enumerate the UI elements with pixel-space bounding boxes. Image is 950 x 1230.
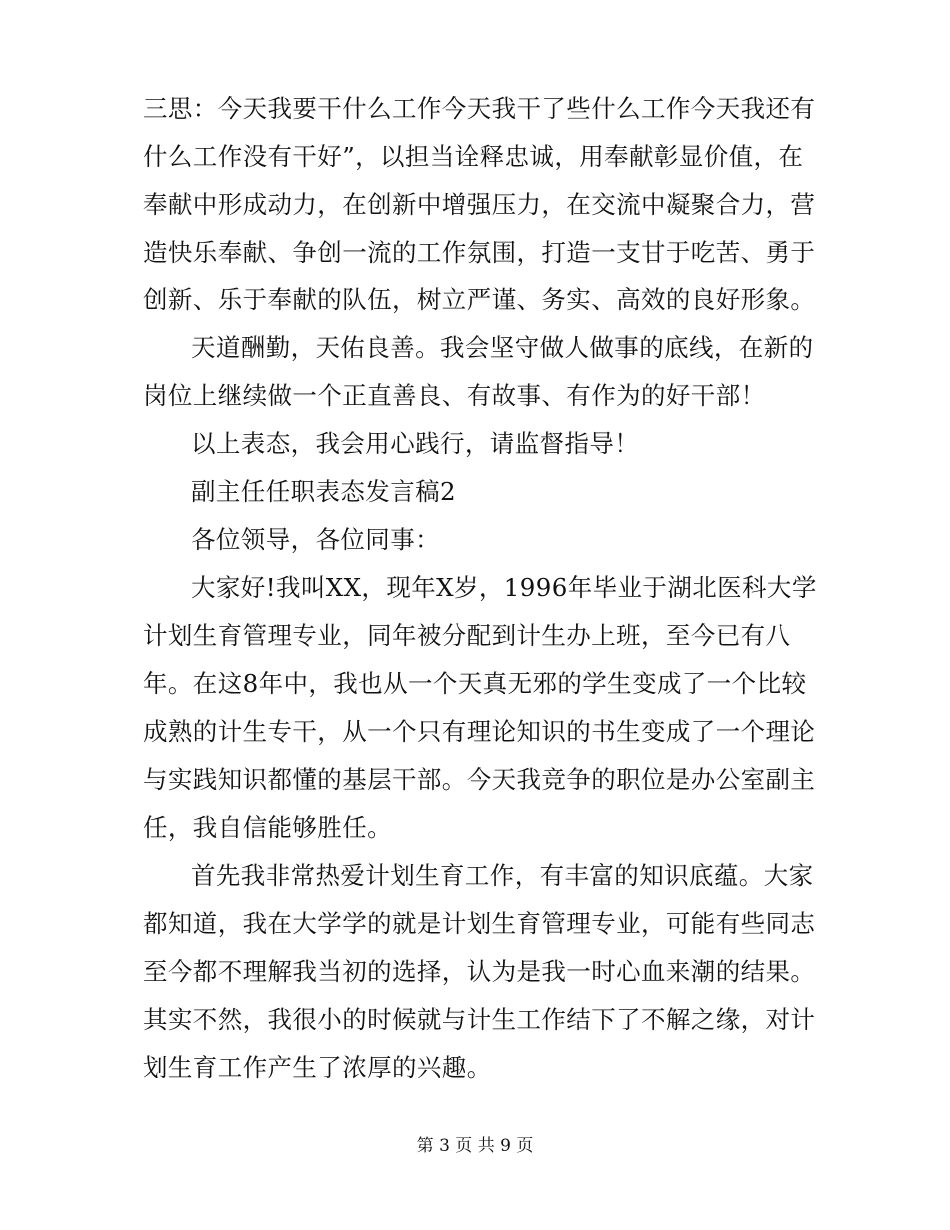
- paragraph-first-line: 天道酬勤，天佑良善。我会坚守做人做事的底线，在新的: [191, 333, 814, 362]
- text-line: 三思：今天我要干什么工作今天我干了些什么工作今天我还有: [143, 94, 816, 123]
- page-number-footer: 第 3 页 共 9 页: [416, 1136, 534, 1156]
- paragraph-first-line: 以上表态，我会用心践行，请监督指导！: [191, 429, 640, 458]
- text-line: 任，我自信能够胜任。: [143, 813, 392, 842]
- text-line: 计划生育管理专业，同年被分配到计生办上班，至今已有八: [143, 621, 791, 650]
- text-line: 造快乐奉献、争创一流的工作氛围，打造一支甘于吃苦、勇于: [143, 238, 816, 267]
- text-line: 划生育工作产生了浓厚的兴趣。: [143, 1053, 492, 1082]
- text-line: 年。在这8年中，我也从一个天真无邪的学生变成了一个比较: [143, 669, 807, 698]
- text-line: 创新、乐于奉献的队伍，树立严谨、务实、高效的良好形象。: [143, 285, 816, 314]
- paragraph-first-line: 首先我非常热爱计划生育工作，有丰富的知识底蕴。大家: [191, 861, 814, 890]
- text-line: 什么工作没有干好”，以担当诠释忠诚，用奉献彰显价值，在: [143, 142, 804, 171]
- text-line: 奉献中形成动力，在创新中增强压力，在交流中凝聚合力，营: [143, 190, 816, 219]
- section-title: 副主任任职表态发言稿2: [191, 477, 456, 506]
- text-line: 都知道，我在大学学的就是计划生育管理专业，可能有些同志: [143, 909, 816, 938]
- text-line: 岗位上继续做一个正直善良、有故事、有作为的好干部！: [143, 381, 766, 410]
- text-line: 与实践知识都懂的基层干部。今天我竞争的职位是办公室副主: [143, 765, 816, 794]
- text-line: 至今都不理解我当初的选择，认为是我一时心血来潮的结果。: [143, 957, 816, 986]
- salutation: 各位领导，各位同事：: [191, 525, 440, 554]
- text-line: 成熟的计生专干，从一个只有理论知识的书生变成了一个理论: [143, 717, 816, 746]
- paragraph-first-line: 大家好!我叫XX，现年X岁，1996年毕业于湖北医科大学: [191, 573, 817, 602]
- text-line: 其实不然，我很小的时候就与计生工作结下了不解之缘，对计: [143, 1005, 816, 1034]
